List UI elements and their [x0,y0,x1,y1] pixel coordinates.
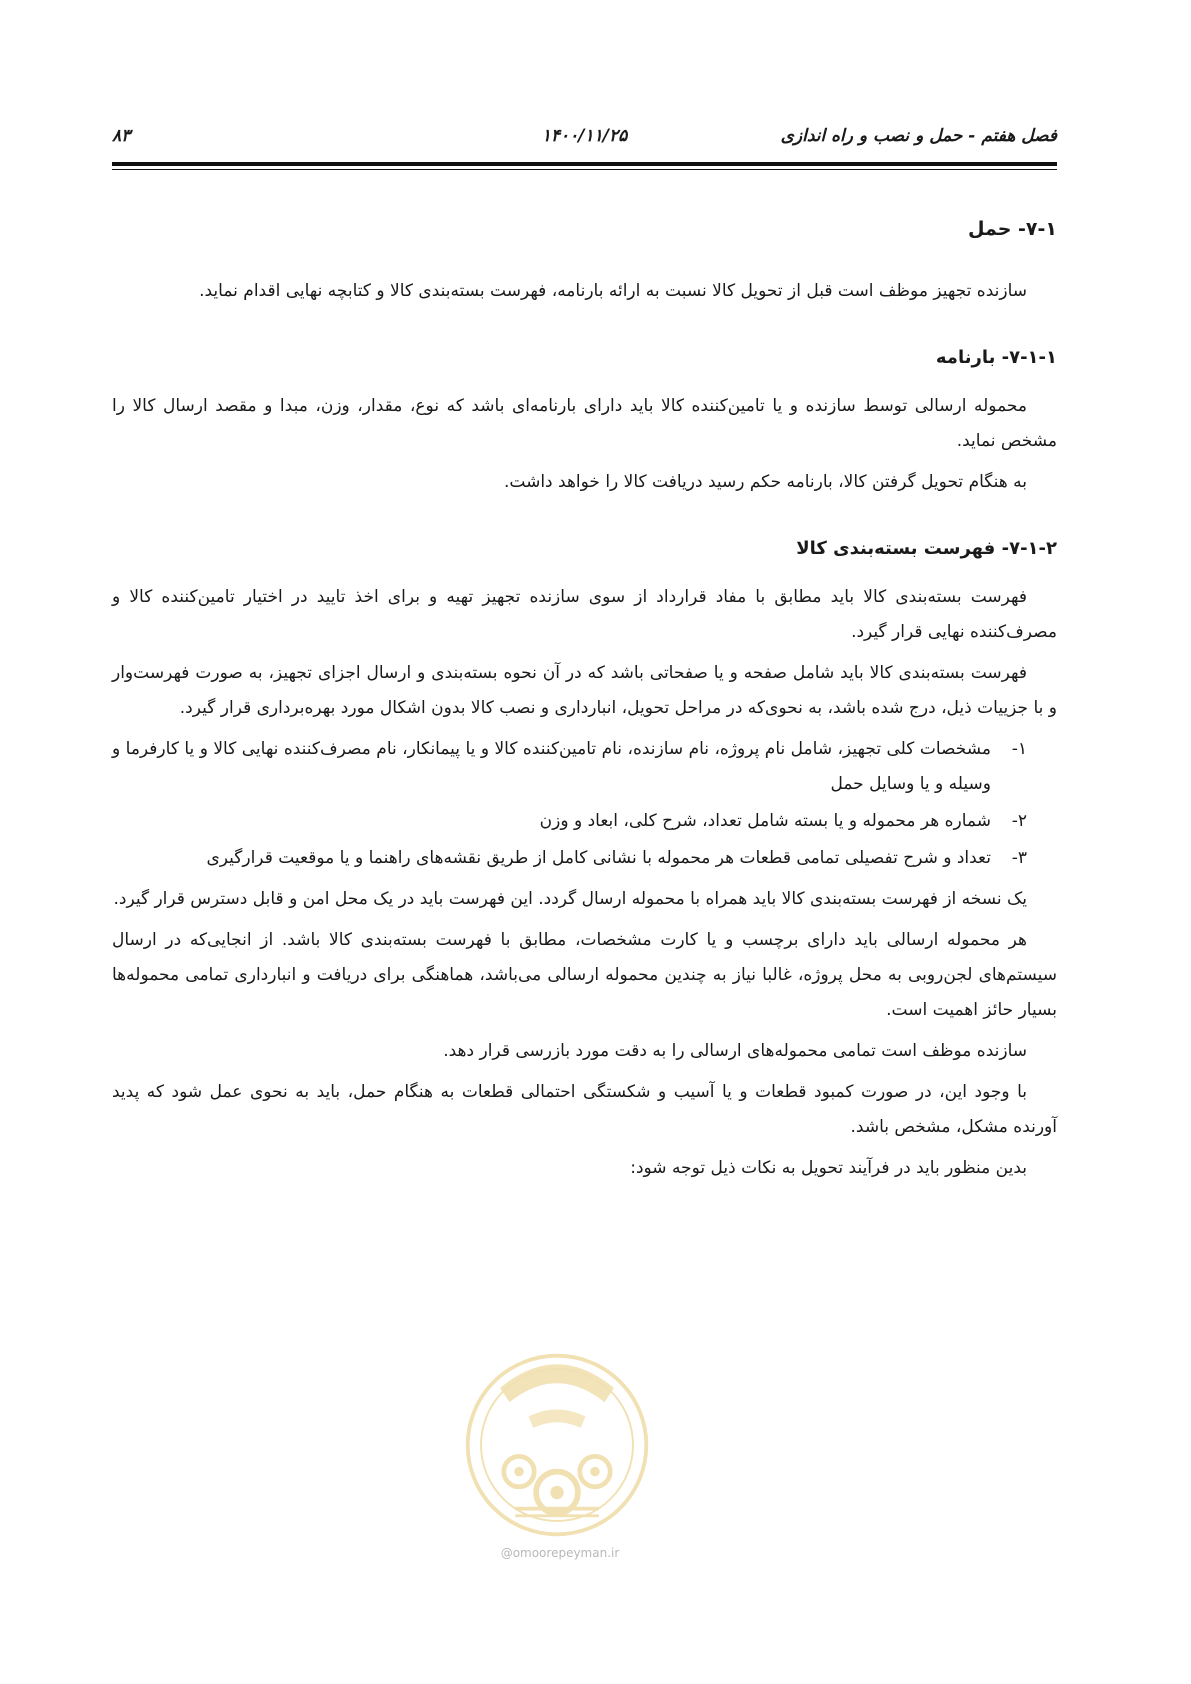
section-transport [112,214,1057,309]
paragraph: فهرست بسته‌بندی کالا باید مطابق با مفاد قرارداد از سوی سازنده تجهیز تهیه و برای اخذ تایید در اختیار تامین‌کننده کالا و مصرف‌کننده نهایی قرار گیرد. [112,587,1057,642]
paragraph: هر محموله ارسالی باید دارای برچسب و یا کارت مشخصات، مطابق با فهرست بسته‌بندی کالا باشد. از انجایی‌که در ارسال سیستم‌های لجن‌روبی به محل پروژه، غالبا نیاز به چندین محموله ارسالی می‌باشد، هماهنگی برای دریافت و انبارداری تمامی محموله‌ها بسیار حائز اهمیت است. [112,930,1057,1020]
header-rule-thick [112,162,1057,166]
paragraph: با وجود این، در صورت کمبود قطعات و یا آسیب و شکستگی احتمالی قطعات به هنگام حمل، باید به نحوی عمل شود که پدید آورنده مشکل، مشخص باشد. [112,1082,1057,1137]
paragraph: سازنده تجهیز موظف است قبل از تحویل کالا نسبت به ارائه بارنامه، فهرست بسته‌بندی کالا و کتابچه نهایی اقدام نماید. [199,281,1027,301]
header-date: ۱۴۰۰/۱۱/۲۵ [541,126,628,146]
page-header [112,126,1057,156]
paragraph: به هنگام تحویل گرفتن کالا، بارنامه حکم رسید دریافت کالا را خواهد داشت. [503,472,1027,492]
page-number: ۸۳ [112,126,131,146]
section-bill-of-lading [112,343,1057,500]
list-item-text: تعداد و شرح تفصیلی تمامی قطعات هر محموله با نشانی کامل از طریق نقشه‌های راهنما و یا موقعیت قرارگیری [206,848,991,868]
list-item-number: ۱- [1011,739,1027,759]
watermark-url: @omoorepeyman.ir [500,1546,620,1560]
packing-details-list [112,732,1057,876]
section-heading: ۷-۱- حمل [968,218,1057,240]
list-item [112,804,1057,839]
subsection-heading: ۷-۱-۱- بارنامه [935,347,1057,368]
watermark-logo-icon [462,1350,652,1540]
list-item-text: مشخصات کلی تجهیز، شامل نام پروژه، نام سازنده، نام تامین‌کننده کالا و یا پیمانکار، نام مصرف‌کننده نهایی کالا و یا کارفرما و وسیله و یا وسایل حمل [112,739,991,794]
paragraph: فهرست بسته‌بندی کالا باید شامل صفحه و یا صفحاتی باشد که در آن نحوه بسته‌بندی و ارسال اجزای تجهیز، به صورت فهرست‌وار و با جزییات ذیل، درج شده باشد، به نحوی‌که در مراحل تحویل، انبارداری و نصب کالا بدون اشکال مورد بهره‌برداری قرار گیرد. [112,663,1057,718]
list-item-number: ۲- [1011,811,1027,831]
section-packing-list [112,534,1057,1186]
paragraph: محموله ارسالی توسط سازنده و یا تامین‌کننده کالا باید دارای بارنامه‌ای باشد که نوع، مقدار، وزن، مبدا و مقصد ارسال کالا را مشخص نماید. [112,396,1057,451]
list-item-number: ۳- [1011,848,1027,868]
subsection-heading: ۷-۱-۲- فهرست بسته‌بندی کالا [796,538,1057,559]
header-rule-thin [112,169,1057,170]
list-item [112,841,1057,876]
list-item [112,732,1057,802]
page-body [112,214,1057,1186]
chapter-title: فصل هفتم - حمل و نصب و راه اندازی [780,126,1057,146]
paragraph: بدین منظور باید در فرآیند تحویل به نکات ذیل توجه شود: [630,1158,1027,1178]
paragraph: سازنده موظف است تمامی محموله‌های ارسالی را به دقت مورد بازرسی قرار دهد. [443,1041,1027,1061]
list-item-text: شماره هر محموله و یا بسته شامل تعداد، شرح کلی، ابعاد و وزن [539,811,991,831]
paragraph: یک نسخه از فهرست بسته‌بندی کالا باید همراه با محموله ارسال گردد. این فهرست باید در یک محل امن و قابل دسترس قرار گیرد. [113,889,1027,909]
